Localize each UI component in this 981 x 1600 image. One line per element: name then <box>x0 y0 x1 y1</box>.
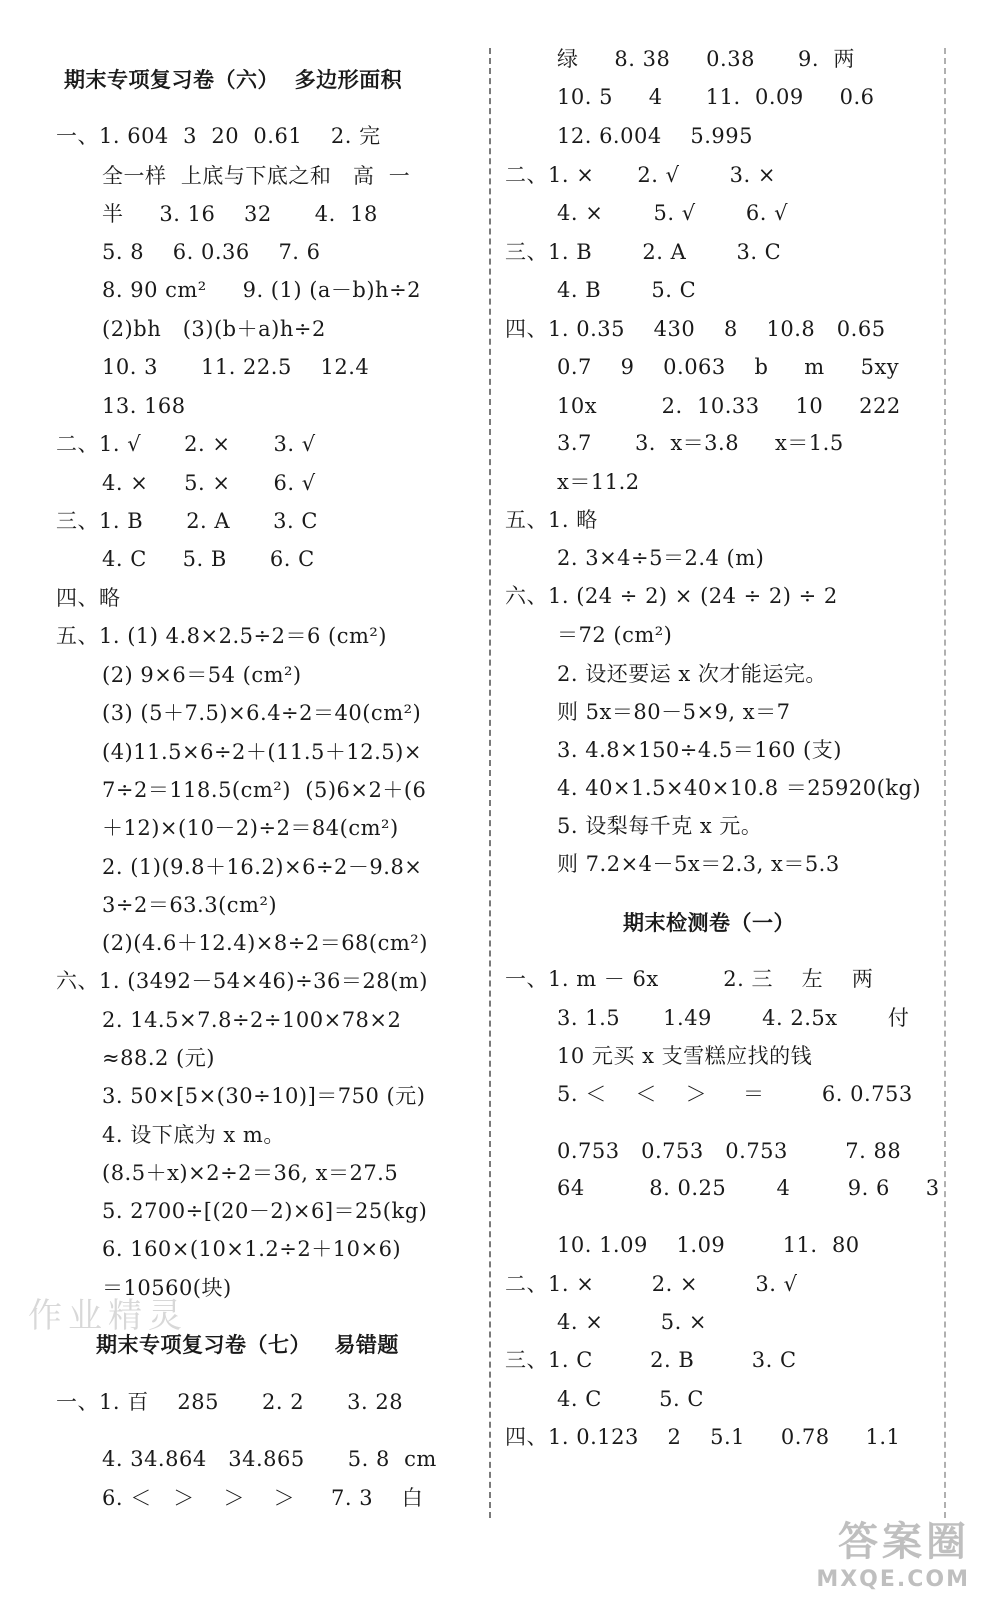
answer-line: 六、1. (3492－54×46)÷36＝28(m) <box>56 969 428 993</box>
answer-line: ≈88.2 (元) <box>102 1046 215 1070</box>
answer-line: 5. 设梨每千克 x 元。 <box>557 814 763 838</box>
watermark-url: MXQE.COM <box>816 1567 970 1592</box>
answer-line: 二、1. × 2. × 3. √ <box>505 1272 798 1296</box>
answer-line: 四、1. 0.35 430 8 10.8 0.65 <box>505 317 886 341</box>
watermark-zuoyejingling: 作业精灵 <box>28 1296 188 1336</box>
answer-line: 10 元买 x 支雪糕应找的钱 <box>557 1044 813 1068</box>
answer-line: 4. × 5. √ 6. √ <box>557 201 788 225</box>
right-column <box>505 0 981 1600</box>
watermark-daanquan <box>780 1510 970 1592</box>
answer-line: 三、1. B 2. A 3. C <box>56 509 318 533</box>
answer-line: 2. 设还要运 x 次才能运完。 <box>557 662 827 686</box>
answer-line: 绿 8. 38 0.38 9. 两 <box>557 47 855 71</box>
answer-line: 五、1. (1) 4.8×2.5÷2＝6 (cm²) <box>56 624 387 648</box>
answer-line: 一、1. 604 3 20 0.61 2. 完 <box>56 124 381 148</box>
answer-line: ＝72 (cm²) <box>557 623 673 647</box>
answer-line: x＝11.2 <box>557 470 640 494</box>
answer-line: ＝10560(块) <box>102 1276 232 1300</box>
answer-line: 全一样 上底与下底之和 高 一 <box>102 164 411 188</box>
answer-line: 一、1. m － 6x 2. 三 左 两 <box>505 967 874 991</box>
answer-line: 5. 8 6. 0.36 7. 6 <box>102 240 321 264</box>
answer-line: 3÷2＝63.3(cm²) <box>102 893 278 917</box>
answer-line: 7÷2＝118.5(cm²) (5)6×2＋(6 <box>102 778 427 802</box>
answer-line: 3. 4.8×150÷4.5＝160 (支) <box>557 738 842 762</box>
answer-line: 一、1. 百 285 2. 2 3. 28 <box>56 1390 404 1414</box>
answer-line: 2. (1)(9.8＋16.2)×6÷2－9.8× <box>102 855 423 879</box>
answer-line: 四、略 <box>56 586 121 610</box>
section-title: 期末专项复习卷（七） 易错题 <box>96 1333 399 1357</box>
answer-line: (4)11.5×6÷2＋(11.5＋12.5)× <box>102 740 422 764</box>
section-title: 期末专项复习卷（六） 多边形面积 <box>64 68 403 92</box>
answer-line: 64 8. 0.25 4 9. 6 3 <box>557 1176 940 1200</box>
answer-line: 4. C 5. C <box>557 1387 704 1411</box>
left-column <box>0 0 485 1600</box>
answer-line: 10. 1.09 1.09 11. 80 <box>557 1233 860 1257</box>
answer-line: 3. 1.5 1.49 4. 2.5x 付 <box>557 1006 910 1030</box>
answer-line: 则 7.2×4－5x＝2.3, x＝5.3 <box>557 852 840 876</box>
answer-line: 五、1. 略 <box>505 508 598 532</box>
answer-line: 2. 3×4÷5＝2.4 (m) <box>557 546 765 570</box>
answer-line: (2)(4.6＋12.4)×8÷2＝68(cm²) <box>102 931 428 955</box>
answer-line: 10x 2. 10.33 10 222 <box>557 394 901 418</box>
answer-line: 5. ＜ ＜ ＞ ＝ 6. 0.753 <box>557 1082 913 1106</box>
answer-line: (2) 9×6＝54 (cm²) <box>102 663 302 687</box>
answer-line: 三、1. C 2. B 3. C <box>505 1348 797 1372</box>
answer-line: 3.7 3. x＝3.8 x＝1.5 <box>557 431 844 455</box>
answer-line: 0.753 0.753 0.753 7. 88 <box>557 1139 902 1163</box>
answer-line: 6. ＜ ＞ ＞ ＞ 7. 3 白 <box>102 1486 424 1510</box>
answer-line: 4. 34.864 34.865 5. 8 cm <box>102 1447 437 1471</box>
answer-line: 四、1. 0.123 2 5.1 0.78 1.1 <box>505 1425 901 1449</box>
answer-line: 6. 160×(10×1.2÷2＋10×6) <box>102 1237 402 1261</box>
answer-line: ＋12)×(10－2)÷2＝84(cm²) <box>102 816 399 840</box>
section-title: 期末检测卷（一） <box>623 911 795 935</box>
answer-line: 13. 168 <box>102 394 186 418</box>
answer-line: (2)bh (3)(b＋a)h÷2 <box>102 317 326 341</box>
answer-line: 4. 设下底为 x m。 <box>102 1123 285 1147</box>
answer-line: 三、1. B 2. A 3. C <box>505 240 782 264</box>
answer-line: 5. 2700÷[(20－2)×6]＝25(kg) <box>102 1199 428 1223</box>
answer-line: 10. 5 4 11. 0.09 0.6 <box>557 85 875 109</box>
answer-line: 二、1. √ 2. × 3. √ <box>56 432 316 456</box>
watermark-logo-text: 答案圈 <box>838 1519 970 1565</box>
answer-line: 4. 40×1.5×40×10.8 ＝25920(kg) <box>557 776 922 800</box>
answer-line: 12. 6.004 5.995 <box>557 124 754 148</box>
answer-line: 六、1. (24 ÷ 2) × (24 ÷ 2) ÷ 2 <box>505 584 838 608</box>
answer-line: 3. 50×[5×(30÷10)]＝750 (元) <box>102 1084 426 1108</box>
answer-line: 0.7 9 0.063 b m 5xy <box>557 355 900 379</box>
answer-line: (8.5＋x)×2÷2＝36, x＝27.5 <box>102 1161 399 1185</box>
answer-line: 4. × 5. × 6. √ <box>102 471 316 495</box>
page-edge-line <box>944 48 946 1518</box>
answer-line: 则 5x＝80－5×9, x＝7 <box>557 700 791 724</box>
answer-line: 10. 3 11. 22.5 12.4 <box>102 355 370 379</box>
column-divider <box>489 48 491 1518</box>
answer-line: 4. × 5. × <box>557 1310 708 1334</box>
answer-line: 2. 14.5×7.8÷2÷100×78×2 <box>102 1008 402 1032</box>
answer-line: 二、1. × 2. √ 3. × <box>505 163 776 187</box>
answer-line: 8. 90 cm² 9. (1) (a－b)h÷2 <box>102 278 422 302</box>
answer-line: 4. C 5. B 6. C <box>102 547 315 571</box>
answer-line: (3) (5＋7.5)×6.4÷2＝40(cm²) <box>102 701 422 725</box>
answer-line: 4. B 5. C <box>557 278 697 302</box>
answer-line: 半 3. 16 32 4. 18 <box>102 202 378 226</box>
